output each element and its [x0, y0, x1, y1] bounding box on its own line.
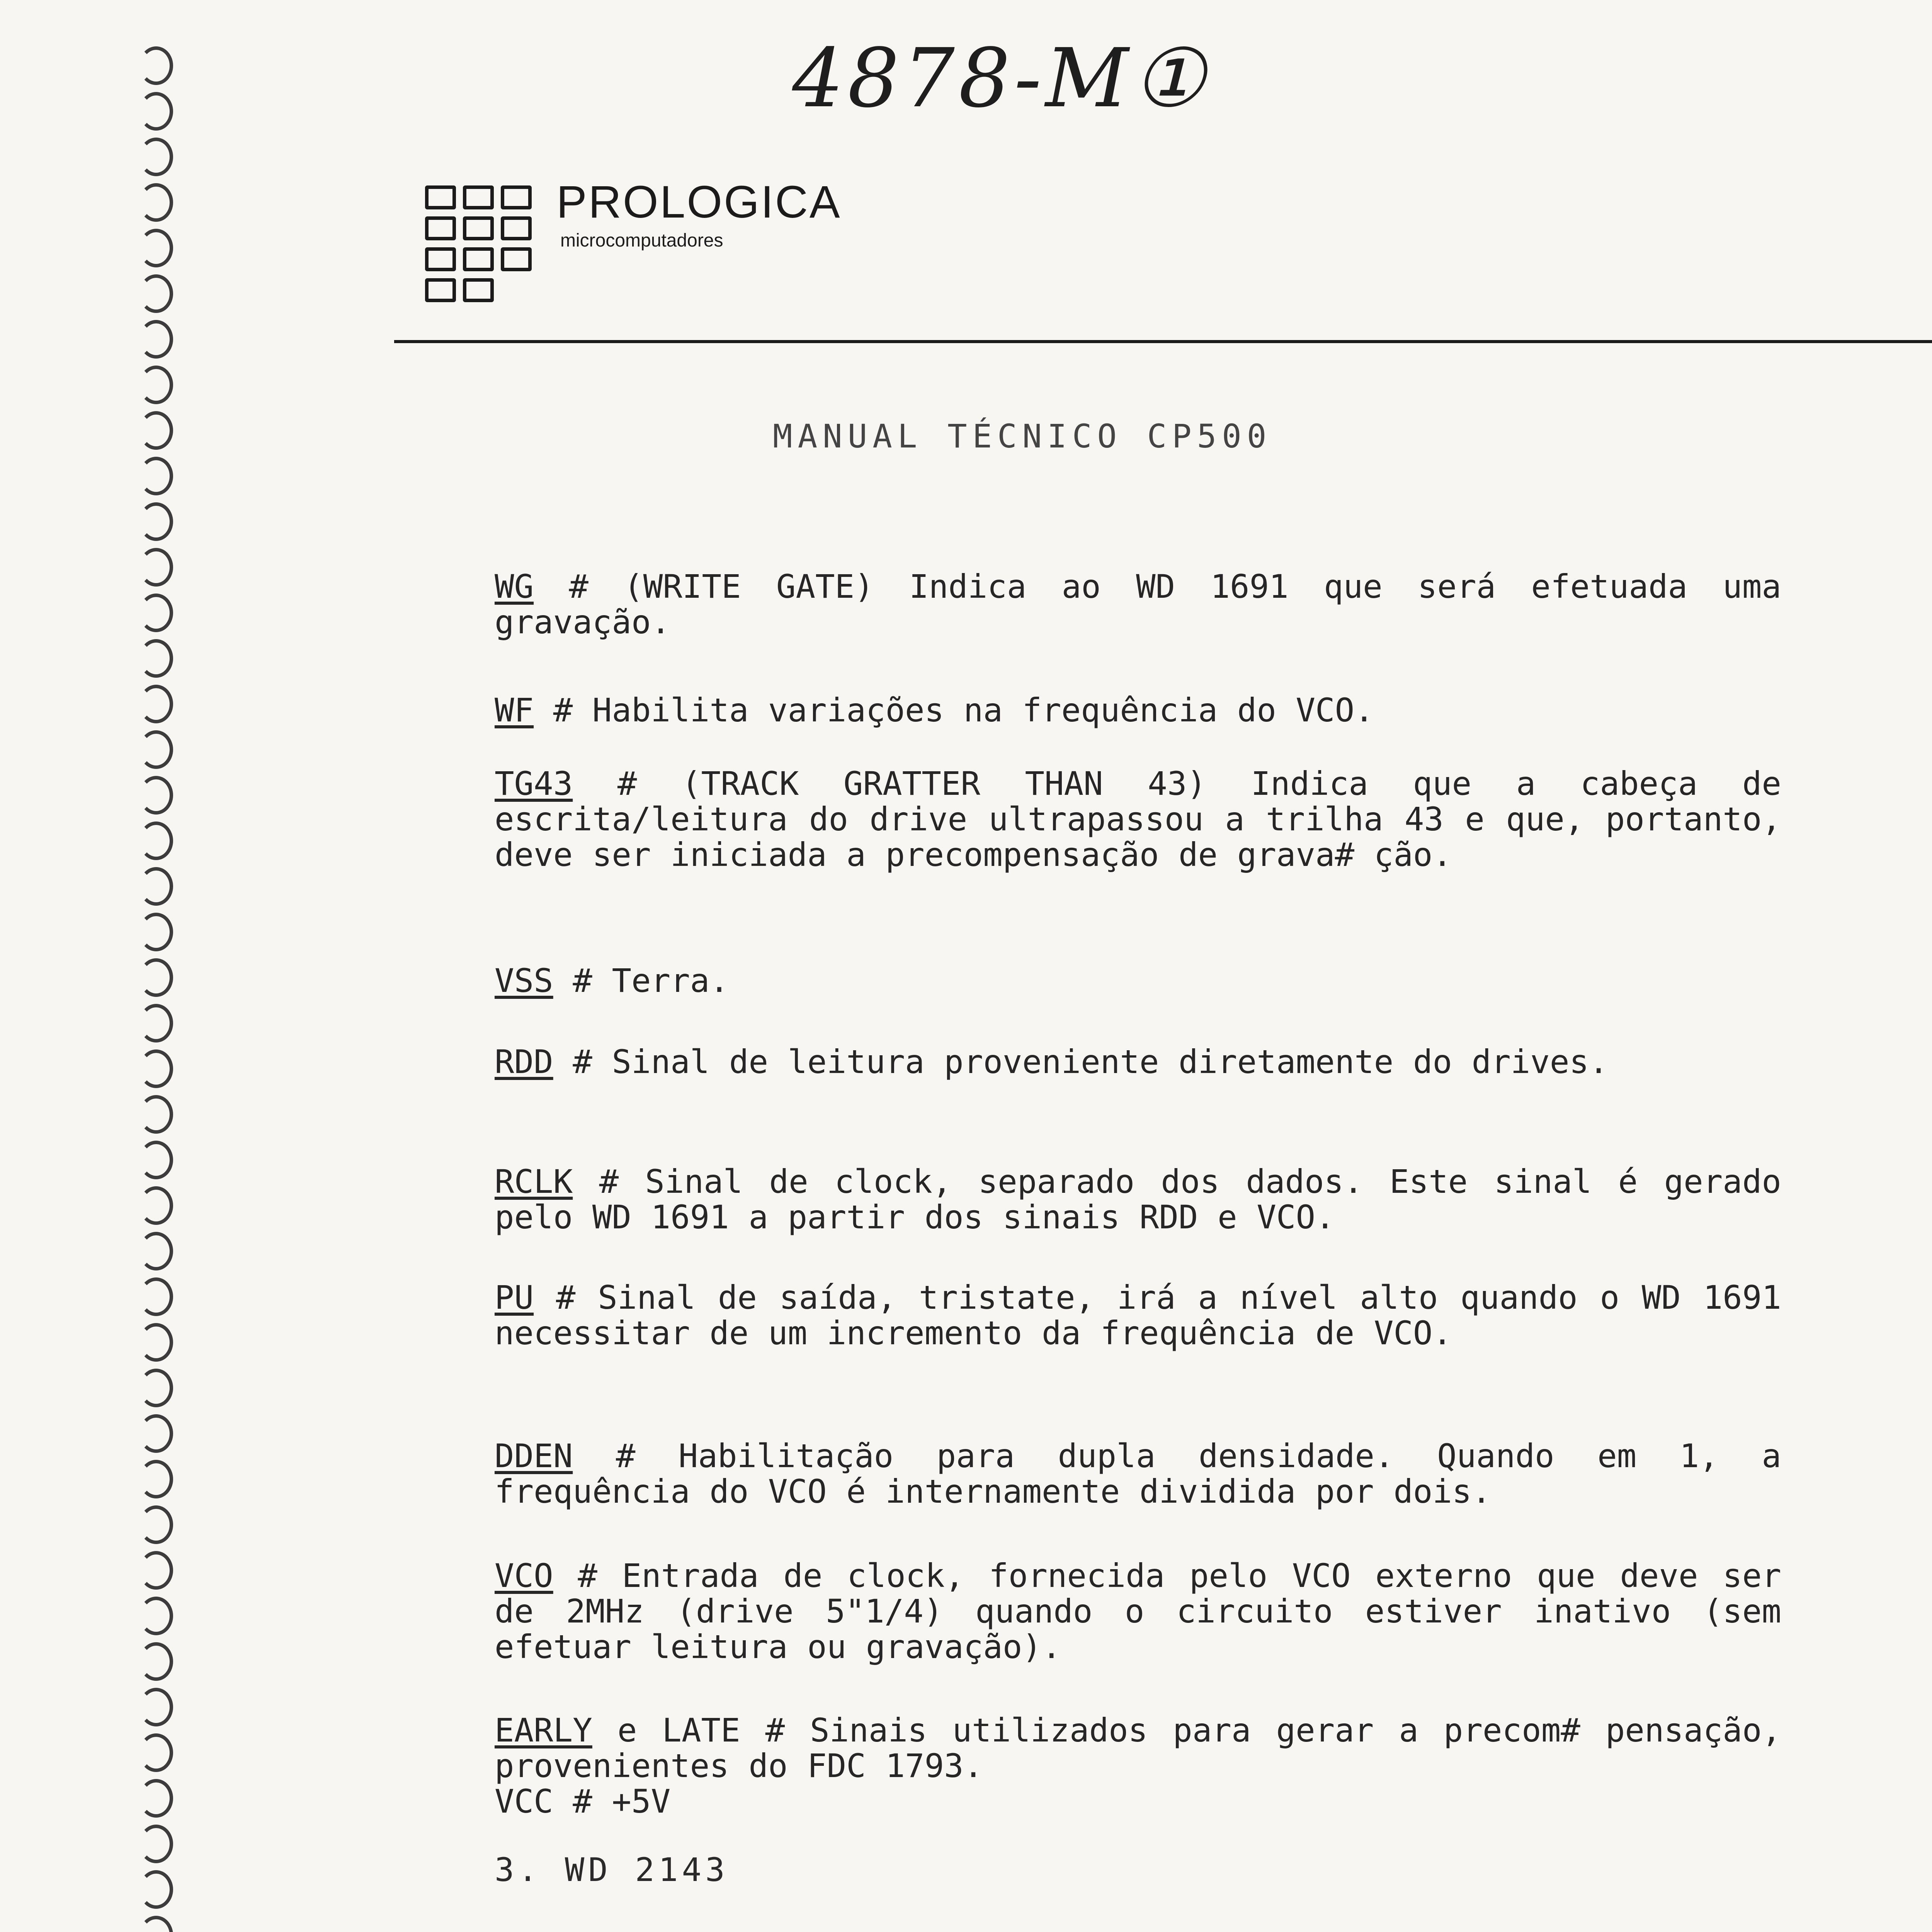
signal-wg	[495, 533, 1781, 640]
binding-ring-icon	[139, 1232, 173, 1270]
prologica-logo-icon	[425, 185, 532, 302]
binding-ring-icon	[139, 1505, 173, 1544]
signal-description: # Sinal de saída, tristate, irá a nível alto quando o WD 1691 necessitar de um incremento da frequência de VCO.	[495, 1279, 1781, 1352]
signal-description: # (WRITE GATE) Indica ao WD 1691 que será efetuada uma gravação.	[495, 568, 1781, 641]
binding-ring-icon	[139, 867, 173, 906]
binding-ring-icon	[139, 1141, 173, 1179]
signal-description: # Sinal de clock, separado dos dados. Este sinal é gerado pelo WD 1691 a partir dos sinais RDD e VCO.	[495, 1163, 1781, 1236]
signal-name: DDEN	[495, 1437, 573, 1475]
signal-name: WF	[495, 691, 534, 729]
binding-ring-icon	[139, 548, 173, 587]
signal-name: PU	[495, 1279, 534, 1316]
binding-ring-icon	[139, 1049, 173, 1088]
binding-ring-icon	[139, 320, 173, 359]
binding-ring-icon	[139, 502, 173, 541]
signal-vco	[495, 1522, 1781, 1665]
section-title: 3. WD 2143	[495, 1851, 729, 1889]
signal-description: # Habilita variações na frequência do VCO.	[553, 691, 1374, 729]
binding-ring-icon	[139, 1277, 173, 1316]
signal-name: RCLK	[495, 1163, 573, 1201]
spiral-binding	[0, 0, 247, 1932]
signal-description: # Sinal de leitura proveniente diretamente do drives.	[573, 1043, 1609, 1081]
header-rule	[394, 340, 1932, 343]
brand-name: PROLOGICA	[556, 177, 842, 228]
binding-ring-icon	[139, 1870, 173, 1909]
binding-ring-icon	[139, 1369, 173, 1407]
brand-subtitle: microcomputadores	[560, 230, 723, 251]
binding-ring-icon	[139, 730, 173, 769]
signal-name: VSS	[495, 962, 553, 1000]
document-title: MANUAL TÉCNICO CP500	[773, 417, 1272, 455]
signal-rdd	[495, 1009, 1781, 1080]
handwritten-reference-top: 4878-M①	[792, 31, 1209, 126]
binding-ring-icon	[139, 821, 173, 860]
binding-ring-icon	[139, 1414, 173, 1453]
binding-ring-icon	[139, 958, 173, 997]
binding-ring-icon	[139, 776, 173, 815]
signal-description: # Entrada de clock, fornecida pelo VCO externo que deve ser de 2MHz (drive 5"1/4) quando o circuito estiver inativo (sem efetuar leitura ou gravação).	[495, 1557, 1782, 1666]
binding-ring-icon	[139, 1916, 173, 1932]
signal-vss	[495, 927, 1781, 998]
binding-ring-icon	[139, 1186, 173, 1225]
signal-wf	[495, 657, 1781, 728]
binding-ring-icon	[139, 913, 173, 951]
binding-ring-icon	[139, 1825, 173, 1863]
signal-pu	[495, 1244, 1781, 1351]
signal-name: WG	[495, 568, 534, 605]
binding-ring-icon	[139, 366, 173, 404]
signal-description: # Terra.	[573, 962, 729, 1000]
binding-ring-icon	[139, 92, 173, 131]
signal-description: # (TRACK GRATTER THAN 43) Indica que a cabeça de escrita/leitura do drive ultrapassou a trilha 43 e que, portanto, deve ser iniciada a precompensação de grava# ção.	[495, 765, 1782, 874]
binding-ring-icon	[139, 229, 173, 267]
signal-name: RDD	[495, 1043, 553, 1081]
signal-dden	[495, 1403, 1781, 1509]
binding-ring-icon	[139, 594, 173, 632]
binding-ring-icon	[139, 138, 173, 176]
signal-description: # Habilitação para dupla densidade. Quando em 1, a frequência do VCO é internamente dividida por dois.	[495, 1437, 1781, 1510]
binding-ring-icon	[139, 1323, 173, 1362]
signal-name: EARLY	[495, 1711, 592, 1749]
binding-ring-icon	[139, 411, 173, 450]
binding-ring-icon	[139, 1460, 173, 1498]
binding-ring-icon	[139, 1733, 173, 1772]
signal-rclk	[495, 1128, 1781, 1235]
binding-ring-icon	[139, 46, 173, 85]
binding-ring-icon	[139, 1688, 173, 1726]
binding-ring-icon	[139, 685, 173, 723]
binding-ring-icon	[139, 1597, 173, 1635]
binding-ring-icon	[139, 1779, 173, 1818]
signal-tg43	[495, 730, 1781, 872]
signal-name: TG43	[495, 765, 573, 803]
binding-ring-icon	[139, 1004, 173, 1043]
binding-ring-icon	[139, 457, 173, 495]
binding-ring-icon	[139, 639, 173, 678]
signal-name: VCO	[495, 1557, 553, 1595]
binding-ring-icon	[139, 1551, 173, 1590]
binding-ring-icon	[139, 1095, 173, 1134]
binding-ring-icon	[139, 183, 173, 222]
binding-ring-icon	[139, 274, 173, 313]
signal-description: e LATE # Sinais utilizados para gerar a precom# pensação, provenientes do FDC 1793. VCC # +5V	[495, 1711, 1781, 1820]
signal-early-late	[495, 1677, 1781, 1819]
binding-ring-icon	[139, 1642, 173, 1681]
